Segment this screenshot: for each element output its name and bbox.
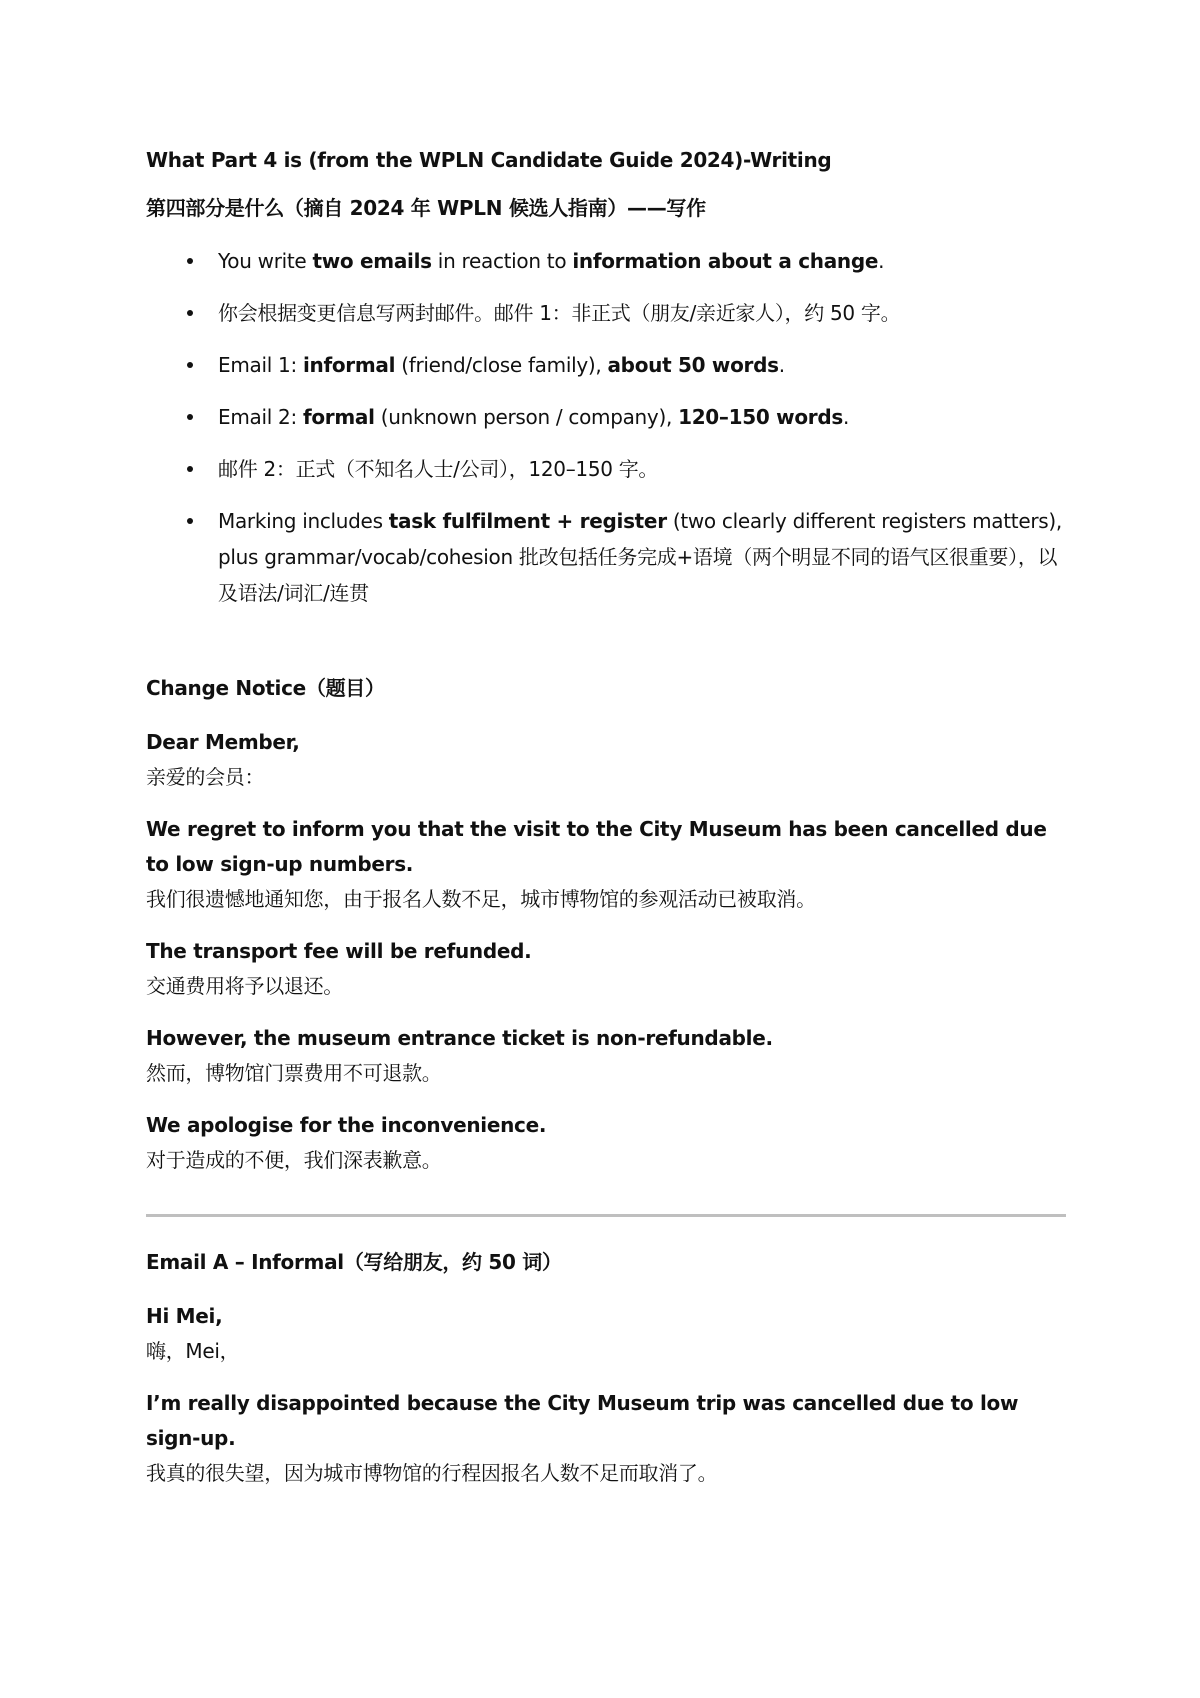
- bullet-bold-text: two emails: [312, 249, 432, 273]
- bullet-text: (friend/close family),: [395, 353, 608, 377]
- spacer: [146, 1277, 1066, 1299]
- notice-greeting-zh: 亲爱的会员：: [146, 765, 265, 789]
- bullet-text: 你会根据变更信息写两封邮件。邮件 1：非正式（朋友/亲近家人），约 50 字。: [218, 301, 901, 325]
- guide-bullet-list: [146, 243, 1066, 611]
- guide-title-zh: 第四部分是什么（摘自 2024 年 WPLN 候选人指南）——写作: [146, 196, 706, 220]
- document-content: [146, 145, 1066, 1491]
- bullet-text: 邮件 2：正式（不知名人士/公司），120–150 字。: [218, 457, 659, 481]
- spacer: [146, 1004, 1066, 1021]
- bullet-text: .: [842, 405, 850, 429]
- notice-paragraph: [146, 812, 1066, 917]
- email-a-paragraph: [146, 1386, 1066, 1491]
- bullet-item: [146, 451, 1066, 487]
- notice-paragraph-zh: 我们很遗憾地通知您，由于报名人数不足，城市博物馆的参观活动已被取消。: [146, 887, 816, 911]
- spacer: [146, 1369, 1066, 1386]
- bullet-item: [146, 399, 1066, 435]
- bullet-text: Email 2:: [218, 405, 303, 429]
- notice-greeting-en: Dear Member,: [146, 730, 300, 754]
- bullet-text: in reaction to: [431, 249, 573, 273]
- bullet-text: .: [878, 249, 885, 273]
- bullet-bold-text: formal: [302, 405, 375, 429]
- notice-paragraph-zh: 然而，博物馆门票费用不可退款。: [146, 1061, 442, 1085]
- bullet-item: [146, 295, 1066, 331]
- bullet-item: [146, 347, 1066, 383]
- bullet-item: [146, 243, 1066, 279]
- email-a-title: Email A – Informal（写给朋友，约 50 词）: [146, 1250, 562, 1274]
- spacer: [146, 795, 1066, 812]
- spacer: [146, 703, 1066, 725]
- spacer: [146, 627, 1066, 673]
- notice-paragraph: [146, 1108, 1066, 1178]
- email-a-greeting-en: Hi Mei,: [146, 1304, 223, 1328]
- bullet-item: [146, 503, 1066, 611]
- notice-paragraph: [146, 1021, 1066, 1091]
- bullet-bold-text: task fulfilment + register: [388, 509, 667, 533]
- notice-paragraph-en: The transport fee will be refunded.: [146, 939, 532, 963]
- spacer: [146, 917, 1066, 934]
- spacer: [146, 1178, 1066, 1214]
- guide-title-en: What Part 4 is (from the WPLN Candidate Guide 2024)-Writing: [146, 148, 832, 172]
- bullet-bold-text: 120–150 words: [678, 405, 843, 429]
- notice-paragraph-zh: 对于造成的不便，我们深表歉意。: [146, 1148, 442, 1172]
- notice-paragraph-en: We regret to inform you that the visit to the City Museum has been cancelled due to low sign-up numbers.: [146, 817, 1047, 876]
- bullet-bold-text: informal: [302, 353, 396, 377]
- bullet-text: (unknown person / company),: [374, 405, 679, 429]
- notice-paragraph-zh: 交通费用将予以退还。: [146, 974, 343, 998]
- notice-title: Change Notice（题目）: [146, 676, 385, 700]
- notice-greeting: [146, 725, 1066, 795]
- notice-paragraph-en: However, the museum entrance ticket is non-refundable.: [146, 1026, 773, 1050]
- bullet-text: Marking includes: [218, 509, 389, 533]
- email-a-paragraph-zh: 我真的很失望，因为城市博物馆的行程因报名人数不足而取消了。: [146, 1461, 718, 1485]
- bullet-text: You write: [218, 249, 313, 273]
- bullet-text: (two clearly different registers matters), plus grammar/vocab/cohesion 批改包括任务完成+语境（两个明显不同的语气区很重要），以及语法/词汇/连贯: [218, 509, 1062, 605]
- spacer: [146, 1217, 1066, 1247]
- email-a-greeting: [146, 1299, 1066, 1369]
- bullet-bold-text: information about a change: [572, 249, 879, 273]
- bullet-text: .: [778, 353, 785, 377]
- email-a-paragraph-en: I’m really disappointed because the City Museum trip was cancelled due to low sign-up.: [146, 1391, 1019, 1450]
- notice-paragraph-en: We apologise for the inconvenience.: [146, 1113, 547, 1137]
- email-a-greeting-zh: 嗨，Mei，: [146, 1339, 240, 1363]
- spacer: [146, 1091, 1066, 1108]
- bullet-bold-text: about 50 words: [607, 353, 779, 377]
- bullet-text: Email 1:: [218, 353, 303, 377]
- notice-paragraph: [146, 934, 1066, 1004]
